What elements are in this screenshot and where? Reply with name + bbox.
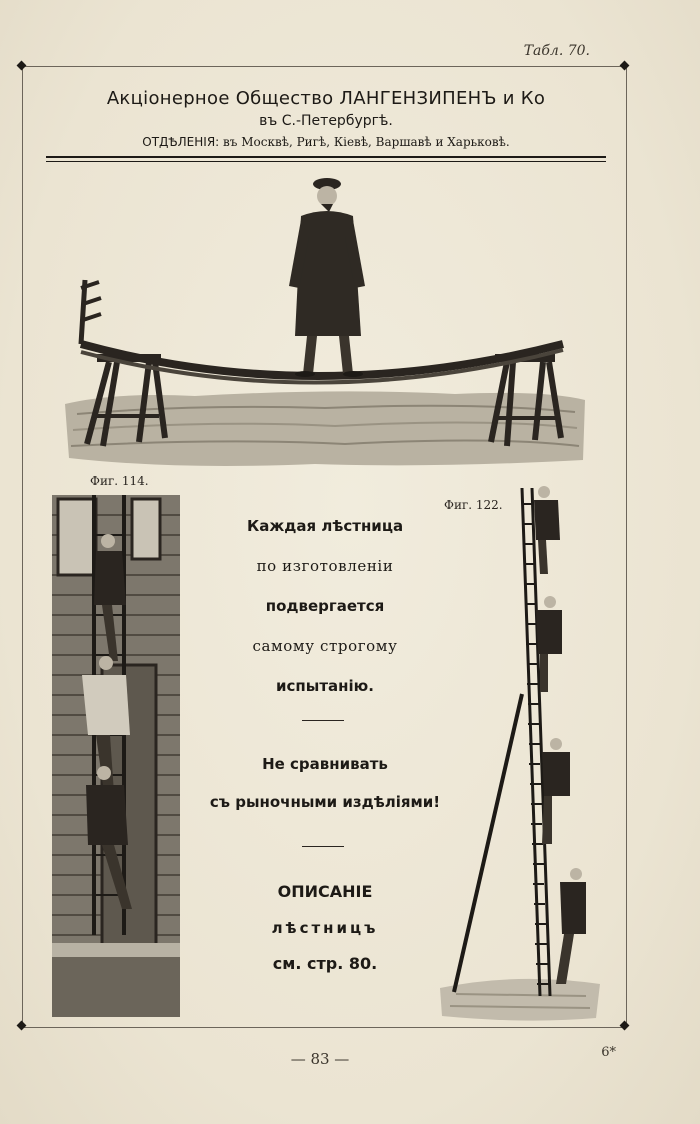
- description-reference: [195, 882, 455, 974]
- section-divider: [302, 720, 344, 721]
- figure-label-right: Фиг. 122.: [444, 498, 503, 512]
- section-divider: [302, 846, 344, 847]
- ladder-load-test-illustration: [55, 168, 595, 468]
- test-notice: [195, 516, 455, 696]
- notice-line-4: самому строгому: [252, 637, 398, 655]
- branches-line: [46, 135, 606, 149]
- figure-label-left: Фиг. 114.: [90, 474, 149, 488]
- branches-list: въ Москвѣ, Ригѣ, Кіевѣ, Варшавѣ и Харьковѣ.: [223, 135, 510, 149]
- table-number: Табл. 70.: [523, 43, 590, 59]
- warning-notice: [195, 754, 455, 812]
- printer-signature-mark: 6*: [601, 1045, 616, 1060]
- company-name: Акціонерное Общество ЛАНГЕНЗИПЕНЪ и Ко: [106, 88, 546, 109]
- description-subject: лѣстницъ: [271, 919, 379, 937]
- notice-line-2: по изготовленіи: [256, 557, 394, 575]
- notice-line-3: подвергается: [265, 597, 385, 615]
- frame-corner-ornament: [620, 1021, 630, 1031]
- house-ladder-photo: [52, 495, 180, 1017]
- description-title: ОПИСАНІЕ: [277, 882, 373, 901]
- company-city: въ С.-Петербургѣ.: [259, 113, 393, 129]
- company-header: [46, 88, 606, 149]
- notice-line-1: Каждая лѣстница: [246, 517, 404, 535]
- page-number: — 83 —: [290, 1050, 350, 1068]
- branches-caption: ОТДѢЛЕНІЯ:: [142, 135, 220, 149]
- warning-line-1: Не сравнивать: [262, 755, 388, 773]
- tall-ladder-illustration: [436, 484, 606, 1024]
- description-page-ref: см. стр. 80.: [272, 954, 378, 973]
- warning-line-2: съ рыночными издѣліями!: [209, 793, 441, 811]
- header-double-rule: [46, 156, 606, 162]
- notice-line-5: испытанію.: [276, 677, 374, 695]
